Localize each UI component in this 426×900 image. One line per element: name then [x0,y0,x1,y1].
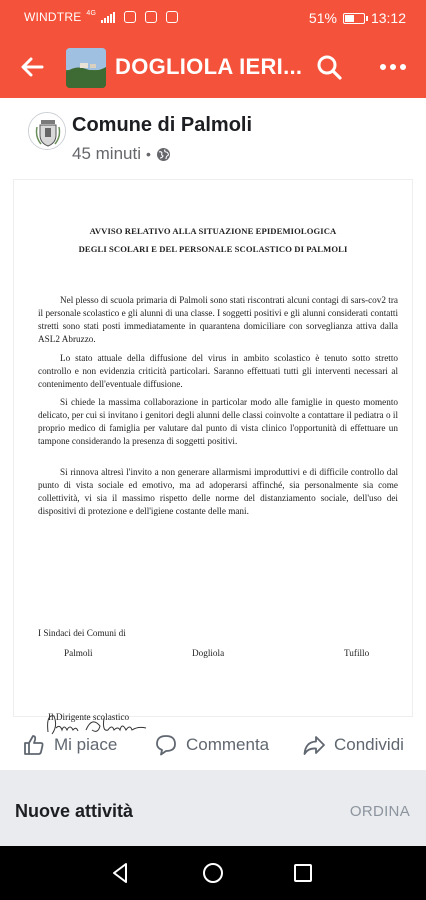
carrier-name: WINDTRE [24,10,82,24]
document-image[interactable] [14,180,412,722]
system-nav-bar [0,846,426,900]
search-icon[interactable] [315,53,343,81]
clock: 13:12 [370,10,406,26]
document-paragraph: Si chiede la massima collaborazione in particolar modo alle famiglie in questo momento delicato, per cui si invitano i genitori degli alunni delle classi coinvolte a contattare il pediatra o il proprio medico di famiglia per valutare dal punto di vista clinico l'opportunità di effettuare un tampone considerando la presenza di soggetti positivi. [38,397,398,446]
post-time[interactable]: 45 minuti [72,144,141,163]
sort-button[interactable]: ORDINA [349,803,410,820]
share-icon [302,733,326,757]
school-head-label: Il Dirigente scolastico [48,712,130,722]
comment-button[interactable] [154,730,269,760]
signature-intro: I Sindaci dei Comuni di [38,628,126,638]
post-actions [0,722,426,770]
battery-percent: 51% [308,10,337,26]
like-label: Mi piace [54,735,118,754]
share-button[interactable] [302,730,404,760]
status-bar [0,0,426,36]
comment-label: Commenta [186,735,270,754]
post-meta [72,144,171,164]
thumbs-up-icon [22,733,46,757]
group-title[interactable]: DOGLIOLA IERI... [115,54,303,79]
app-bar [0,36,426,98]
globe-icon [156,147,171,162]
nav-back-icon[interactable] [108,860,134,886]
like-button[interactable] [22,730,117,760]
arrow-left-icon[interactable] [18,53,46,81]
signal-icon [101,12,115,23]
document-paragraph: Lo stato attuale della diffusione del virus in ambito scolastico è tenuto sotto stretto controllo e non evidenzia criticità particolari. Saranno effettuati tutti gli interventi necessari al contenimento dell'eventuale diffusione. [38,353,398,389]
meta-separator: • [145,146,151,162]
status-right [309,10,406,26]
battery-level [345,15,354,22]
coat-of-arms-icon [29,113,66,150]
signature-town: Palmoli [64,648,93,658]
network-type: 4G [86,9,97,17]
post [0,98,426,770]
nav-recents-icon[interactable] [290,860,316,886]
comment-icon [154,733,178,757]
document-heading: AVVISO RELATIVO ALLA SITUAZIONE EPIDEMIOLOGICA [89,226,337,236]
notification-icon [124,11,136,23]
document-heading: DEGLI SCOLARI E DEL PERSONALE SCOLASTICO DI PALMOLI [78,244,348,254]
landscape-image [66,48,106,88]
signature-town: Tufillo [344,648,370,658]
activity-section [0,770,426,846]
avatar[interactable] [28,112,66,150]
document-paragraph: Si rinnova altresì l'invito a non generare allarmismi improduttivi e di difficile controllo dal punto di vista sociale ed emotivo, ma ad adoperarsi affinché, sia personalmente sia come collettività, vi sia il massimo rispetto delle norme del distanziamento sociale, dell'uso dei dispositivi di protezione e dell'igiene costante delle mani. [38,467,398,516]
signature-town: Dogliola [192,648,225,658]
share-label: Condividi [334,735,404,754]
more-horizontal-icon[interactable] [378,53,408,81]
activity-title: Nuove attività [15,801,134,821]
post-author[interactable]: Comune di Palmoli [72,114,253,136]
notification-icon [145,11,157,23]
notification-icon [166,11,178,23]
battery-icon [343,13,365,24]
document-paragraph: Nel plesso di scuola primaria di Palmoli sono stati riscontrati alcuni contagi di sars-cov2 tra il personale scolastico e gli alunni di una classe. I soggetti positivi e gli alunni considerati contatti stretti sono stati posti immediatamente in quarantena domiciliare con sorveglianza attiva dalla ASL2 Abruzzo. [38,295,398,344]
status-left [24,10,178,24]
group-thumbnail[interactable] [66,48,106,88]
nav-home-icon[interactable] [200,860,226,886]
